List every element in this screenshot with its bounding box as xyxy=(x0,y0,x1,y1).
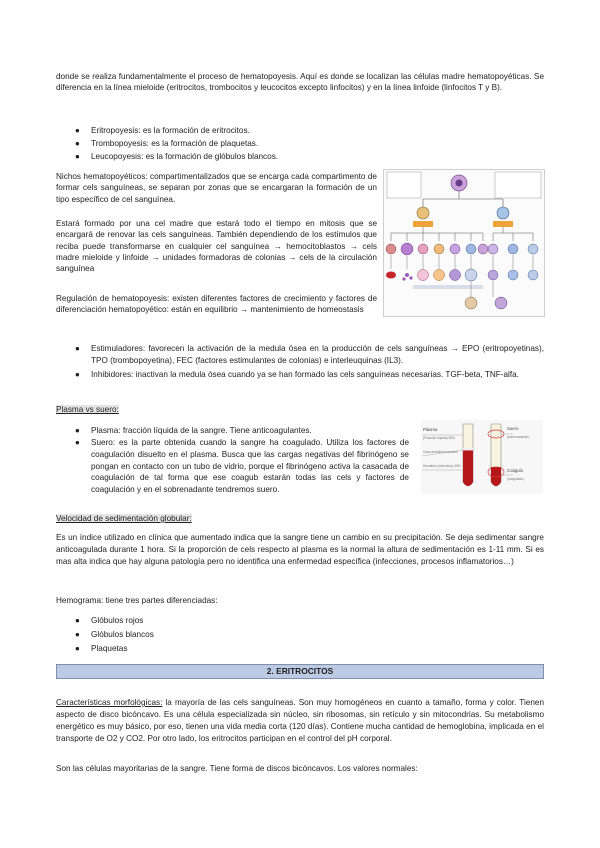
bullet-icon: ● xyxy=(75,438,80,447)
bullet-icon: ● xyxy=(75,344,80,353)
bullet-icon: ● xyxy=(75,616,80,625)
list-item: ● Glóbulos blancos xyxy=(91,629,154,642)
bullet-icon: ● xyxy=(75,126,80,135)
list-item: ● Suero: es la parte obtenida cuando la sangre ha coagulado. Utiliza los factores de coagulación disuelto en el plasma. Busca que las cargas negativas del fibrinógeno se pongan en contacto con un tubo de vidrio, porque el fibrinógeno activa la casacada de coagulación de tal forma que ese coagub estarán todas las cels y factores de coagulación y en el sobrenadante tendremos suero. xyxy=(75,438,409,495)
buffy-coat-label: Capa amarilla leucocitos xyxy=(423,450,458,454)
list-item: ● Glóbulos rojos xyxy=(91,615,143,628)
bullet-icon: ● xyxy=(75,644,80,653)
cfu-label xyxy=(413,221,433,227)
list-item: ● Leucopoyesis: es la formación de glóbulos blancos. xyxy=(91,151,278,164)
coagulo-label: Coágulo xyxy=(507,468,524,473)
hematies-label: Hematíes (eritrocitos) 45% xyxy=(423,464,461,468)
svg-text:(Fracción líquida) 55%: (Fracción líquida) 55% xyxy=(423,436,455,440)
hematopoiesis-diagram xyxy=(383,169,545,317)
diagram-legend-left xyxy=(387,172,421,198)
list-item: ● Trombopoyesis: es la formación de plaquetas. xyxy=(91,138,258,151)
lymphoid-stem-cell-icon xyxy=(497,207,509,219)
erythrocyte-icon xyxy=(386,272,396,279)
list-item: ● Plaquetas xyxy=(91,643,127,656)
section-heading-eritrocitos: 2. ERITROCITOS xyxy=(56,664,544,679)
monocyte-icon xyxy=(465,269,477,281)
neutrophil-icon xyxy=(418,270,429,281)
plasma-cell-icon xyxy=(495,297,507,309)
myeloid-stem-cell-icon xyxy=(417,207,429,219)
velocidad-paragraph: Es un índice utilizado en clínica que aumentado indica que la sangre tiene un cambio en su precipitación. Se deja sedimentar sangre anticoagulada durante 1 hora. Si la proporción de cels respecto al plasma es la normal la altura de sedimentación es 1-11 mm. Si es mas alta indica que hay alguna patología pero no identifica una enfermedad específica (infecciones, procesos inflamatorios…) xyxy=(56,533,544,566)
morfologia-label: Características morfológicas: xyxy=(56,698,163,707)
formado-paragraph: Estará formado por una cel madre que estará todo el tiempo en mitosis que se encargará de renovar las cels sanguíneas. También dependiendo de los estímulos que reciba puede transformarse en cualquier cel sanguínea → hemocitoblastos → cels madre mieloide y linfoide → unidades formadoras de colonias → cels de la circulación sanguínea xyxy=(56,219,377,274)
basophil-icon xyxy=(450,270,461,281)
bullet-icon: ● xyxy=(75,152,80,161)
erythroblast-icon xyxy=(386,244,396,254)
diagram-legend-right xyxy=(495,172,541,198)
list-item: ● Eritropoyesis: es la formación de eritrocitos. xyxy=(91,125,250,138)
bullet-icon: ● xyxy=(75,139,80,148)
final-paragraph: Son las células mayoritarias de la sangre. Tiene forma de discos bicóncavos. Los valores normales: xyxy=(56,764,418,773)
velocidad-heading: Velocidad de sedimentación globular: xyxy=(56,514,192,523)
macrophage-icon xyxy=(465,297,477,309)
morfologia-paragraph: Características morfológicas: la mayoría de las cels sanguíneas. Son muy homogéneos en cuanto a tamaño, forma y color. Tienen aspecto de disco bicóncavo. Es una célula especializada sin núcleo, sin ribosomas, sin retículo y sin mitocondrias. Su metabolismo energético es muy básico, por eso, tienen una vida media corta (120 días). Contiene mucha cantidad de hemoglobina, implicada en el transporte de O2 y CO2. Por otro lado, los eritrocitos participan en el control del pH corporal. xyxy=(56,698,545,743)
bullet-icon: ● xyxy=(75,426,80,435)
intro-paragraph: donde se realiza fundamentalmente el proceso de hematopoyesis. Aquí es donde se localizan las células madre hematopoyéticas. Se diferencia en la línea mieloide (eritrocitos, trombocitos y leucocitos excepto linfocitos) y en la línea linfoide (linfocitos T y B). xyxy=(56,72,544,93)
svg-text:(sobrenadante): (sobrenadante) xyxy=(507,435,529,439)
blood-tubes-figure xyxy=(421,420,543,494)
regulacion-paragraph: Regulación de hematopoyesis: existen diferentes factores de crecimiento y factores de diferenciación hematopoyético: están en equilibrio → mantenimiento de homeostasis xyxy=(56,294,377,315)
platelet-icon xyxy=(405,273,409,277)
bullet-icon: ● xyxy=(75,630,80,639)
suero-label: Suero xyxy=(507,426,519,431)
myeloblast-icon xyxy=(418,244,428,254)
hemograma-paragraph: Hemograma: tiene tres partes diferenciadas: xyxy=(56,596,218,605)
bullet-icon: ● xyxy=(75,370,80,379)
lymphocyte-icon xyxy=(488,270,498,280)
plasma-heading: Plasma vs suero: xyxy=(56,405,119,414)
megakaryocyte-icon xyxy=(401,243,413,255)
list-item: ● Plasma: fracción líquida de la sangre. Tiene anticoagulantes. xyxy=(75,426,312,435)
list-item: ● Estimuladores: favorecen la activación de la medula ósea en la producción de cels sanguíneas → EPO (eritropoyetinas), TPO (trombopoyetina), FEC (factores estimulantes de colonias) e interleuquinas (IL3). xyxy=(75,344,544,366)
nichos-paragraph: Nichos hematopoyéticos: compartimentalizados que se encarga cada compartimento de formar cels sanguíneas, se separan por zonas que se encargaran la formación de un tipo específico de cel sanguínea. xyxy=(56,172,377,204)
eosinophil-icon xyxy=(434,270,445,281)
list-item: ● Inhibidores: inactivan la medula ósea cuando ya se han formado las cels sanguíneas necesarias. TGF-beta, TNF-alfa. xyxy=(91,369,544,381)
svg-text:(coagulado): (coagulado) xyxy=(507,477,524,481)
plasma-label: Plasma xyxy=(423,427,438,432)
